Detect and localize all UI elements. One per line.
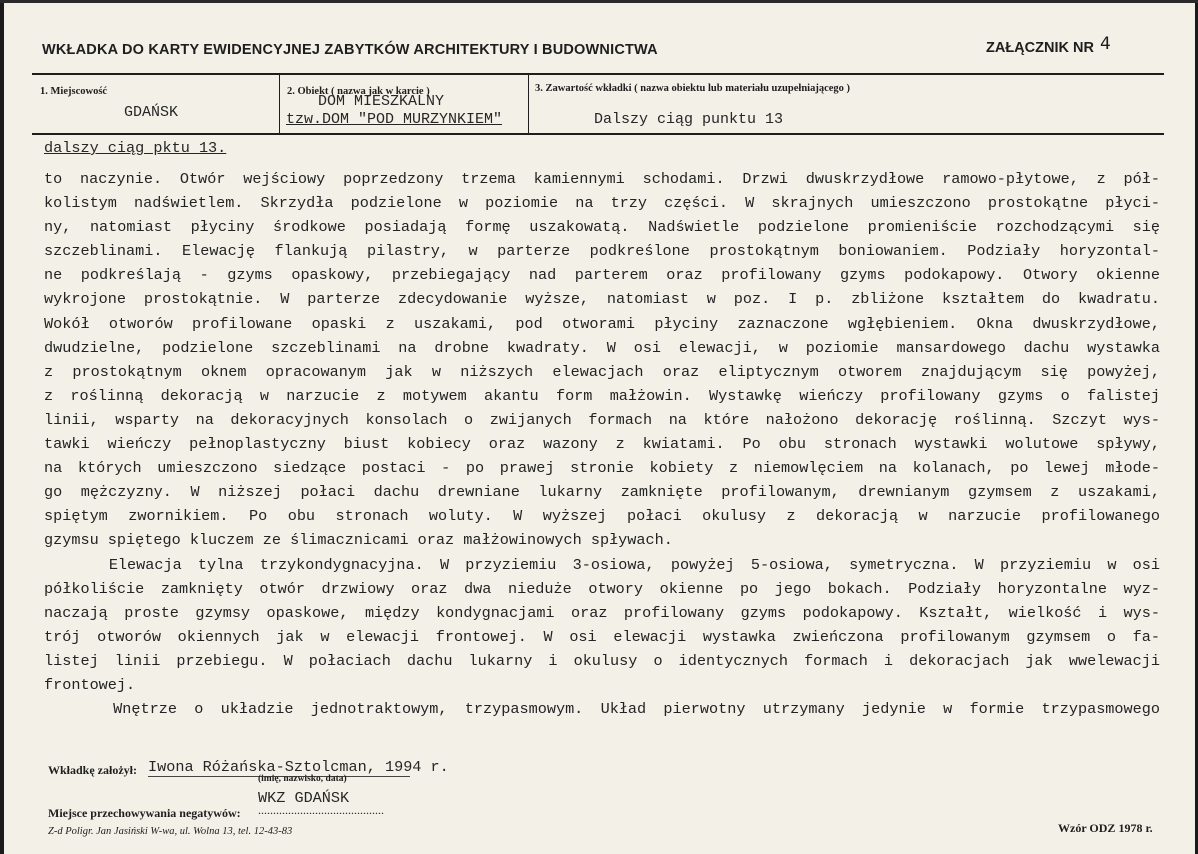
description-line: półkoliście zamknięty otwór drzwiowy oraz dwa nieduże otwory okienne po jego bokach. Podziały horyzontalne wyz- xyxy=(44,579,1160,598)
appendix-label-text: ZAŁĄCZNIK NR xyxy=(986,40,1094,56)
field-divider-1 xyxy=(279,75,280,133)
locality-value: GDAŃSK xyxy=(124,104,179,121)
negatives-label: Miejsce przechowywania negatywów: xyxy=(48,806,241,820)
description-line: z prostokątnym oknem opracowanym jak w niższych elewacjach oraz eliptycznym otworem znajdującym się powyżej, xyxy=(44,362,1160,381)
form-pattern: Wzór ODZ 1978 r. xyxy=(1058,821,1153,835)
description-line: szczeblinami. Elewację flankują pilastry, w parterze podkreślone prostokątnym boniowaniem. Podziały horyzontal- xyxy=(44,242,1160,261)
description-line: Wnętrze o układzie jednotraktowym, trzypasmowym. Układ pierwotny utrzymany jedynie w formie trzypasmowego xyxy=(44,700,1160,719)
description-line: z roślinną dekoracją w narzucie z motywem akantu form małżowin. Wystawkę wieńczy profilowany gzyms o falistej xyxy=(44,386,1160,405)
form-title: WKŁADKA DO KARTY EWIDENCYJNEJ ZABYTKÓW ARCHITEKTURY I BUDOWNICTWA xyxy=(42,42,658,58)
printer-info: Z-d Poligr. Jan Jasiński W-wa, ul. Wolna 13, tel. 12-43-83 xyxy=(48,826,293,837)
header-bottom-rule xyxy=(32,133,1164,135)
description-line: trój otworów okiennych jak w elewacji frontowej. W osi elewacji wystawka zwieńczona profilowanym gzymsem o fa- xyxy=(44,627,1160,646)
description-line: go mężczyzny. W niższej połaci dachu drewniane lukarny zamknięte profilowanym, drewnianym gzymsem z uszakami, xyxy=(44,483,1160,502)
description-line: naczają proste gzymsy opaskowe, między kondygnacjami oraz profilowany gzyms podokapowy. Kształt, wielkość i wys- xyxy=(44,603,1160,622)
description-line: frontowej. xyxy=(44,675,136,694)
header-top-rule xyxy=(32,73,1164,75)
description-line: dwudzielne, podzielone szczeblinami na drobne kwadraty. W osi elewacji, w poziomie mansardowego dachu wystawka xyxy=(44,338,1160,357)
description-line: to naczynie. Otwór wejściowy poprzedzony trzema kamiennymi schodami. Drzwi dwuskrzydłowe ramowo-płytowe, z pół- xyxy=(44,170,1160,188)
card-top-edge xyxy=(0,0,1198,3)
author-value: Iwona Różańska-Sztolcman, 1994 r. xyxy=(148,758,449,776)
description-line: Wokół otworów profilowane opaski z uszakami, pod otworami płyciny zaznaczone wgłębieniem. Okna dwuskrzydłowe, xyxy=(44,314,1160,333)
description-line: tawki wieńczy pełnoplastyczny biust kobiecy oraz wazony z kwiatami. Po obu stronach wystawki wolutowe spływy, xyxy=(44,435,1160,454)
author-hint: (imię, nazwisko, data) xyxy=(258,774,347,784)
object-value-line-2: tzw.DOM "POD MURZYNKIEM" xyxy=(286,111,503,128)
locality-label: 1. Miejscowość xyxy=(40,86,108,97)
description-line: gzymsu spiętego kluczem ze ślimacznicami oraz małżowinowych spływach. xyxy=(44,531,673,550)
object-label: 2. Obiekt ( nazwa jak w karcie ) xyxy=(287,86,430,97)
appendix-number: 4 xyxy=(1099,34,1111,54)
description-line: wykrojone prostokątnie. W parterze zdecydowanie wyższe, natomiast w poz. I p. zbliżone kształtem do kwadratu. xyxy=(44,290,1160,309)
description-line: linii, wsparty na dekoracyjnych konsolach o zwijanych formach na które nałożono dekorację roślinną. Szczyt wys- xyxy=(44,410,1160,429)
description-body xyxy=(44,167,1160,721)
card-left-edge xyxy=(0,0,4,854)
description-line: spiętym zwornikiem. Po obu stronach woluty. W wyższej połaci okulusy z dekoracją w narzucie profilowanego xyxy=(44,507,1160,526)
description-line: kolistym nadświetlem. Skrzydła podzielone w poziomie na trzy części. W skrajnych umieszczono prostokątne płyci- xyxy=(44,194,1160,213)
appendix-label xyxy=(986,34,1111,57)
contents-value: Dalszy ciąg punktu 13 xyxy=(594,111,784,128)
object-value-line-1: DOM MIESZKALNY xyxy=(318,93,445,110)
field-divider-2 xyxy=(528,75,529,133)
description-line: ne podkreślają - gzyms opaskowy, przebiegający nad parterem oraz profilowany gzyms podokapowy. Otwory okienne xyxy=(44,266,1160,285)
description-line: ny, natomiast płyciny środkowe posiadają formę uszakowatą. Nadświetle podzielone promieniście rozchodzącymi się xyxy=(44,218,1160,237)
negatives-dotted-line: .......................................... xyxy=(258,803,384,817)
continuation-heading: dalszy ciąg pktu 13. xyxy=(44,139,227,157)
description-line: na których umieszczono siedzące postaci - po prawej stronie kobiety z niemowlęciem na kolanach, po lewej młode- xyxy=(44,459,1160,478)
author-label: Wkładkę założył: xyxy=(48,763,137,777)
negatives-value: WKZ GDAŃSK xyxy=(258,789,350,807)
description-line: Elewacja tylna trzykondygnacyjna. W przyziemiu 3-osiowa, powyżej 5-osiowa, symetryczna. W przyziemiu w osi xyxy=(44,555,1160,574)
description-line: listej linii przebiegu. W połaciach dachu lukarny i okulusy o identycznych formach i dekoracjach jak wwelewacji xyxy=(44,651,1160,670)
contents-label: 3. Zawartość wkładki ( nazwa obiektu lub materiału uzupełniającego ) xyxy=(535,83,851,94)
